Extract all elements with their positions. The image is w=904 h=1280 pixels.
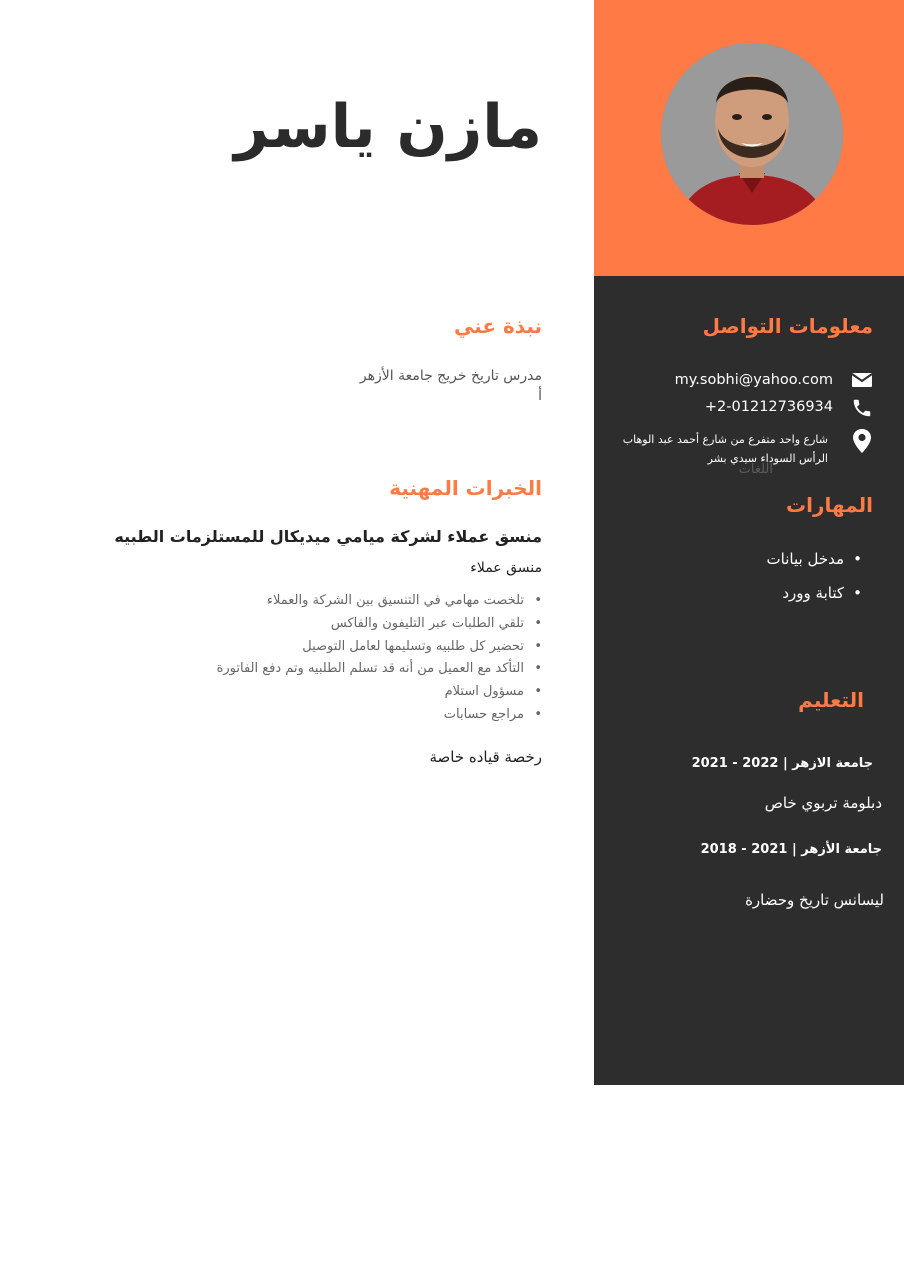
envelope-icon	[851, 369, 873, 391]
duty-item: • مراجع حسابات	[217, 704, 524, 727]
education-degree: ليسانس تاريخ وحضارة	[745, 891, 884, 909]
about-heading: نبذة عني	[453, 314, 542, 338]
education-school: جامعة الازهر | 2022 - 2021	[691, 756, 873, 771]
education-school: جامعة الأزهر | 2021 - 2018	[700, 842, 882, 857]
location-pin-icon	[851, 428, 873, 454]
candidate-name: مازن ياسر	[234, 92, 542, 162]
duty-item: • مسؤول استلام	[217, 681, 524, 704]
about-text-line: أ	[538, 388, 542, 404]
languages-heading: اللغات	[738, 462, 773, 477]
education-degree: دبلومة تربوي خاص	[764, 794, 882, 812]
avatar	[661, 43, 843, 225]
skills-heading: المهارات	[786, 493, 873, 517]
email-text[interactable]: my.sobhi@yahoo.com	[674, 372, 833, 388]
license-note: رخصة قياده خاصة	[429, 748, 542, 766]
about-text-line: مدرس تاريخ خريج جامعة الأزهر	[359, 368, 542, 384]
phone-icon	[851, 397, 873, 419]
address-text	[588, 430, 828, 468]
skills-list	[767, 542, 862, 610]
skill-item: • مدخل بيانات	[767, 542, 844, 576]
education-heading: التعليم	[798, 688, 864, 712]
duties-list	[217, 590, 542, 727]
experience-heading: الخبرات المهنية	[389, 476, 542, 500]
duty-item: • التأكد مع العميل من أنه قد تسلم الطلبيه وتم دفع الفاتورة	[217, 658, 524, 681]
address-line: شارع واحد متفرع من شارع أحمد عبد الوهاب	[622, 433, 828, 446]
duty-item: • تلخصت مهامي في التنسيق بين الشركة والعملاء	[217, 590, 524, 613]
duty-item: • تلقي الطلبات عبر التليفون والفاكس	[217, 613, 524, 636]
skill-item: • كتابة وورد	[767, 576, 844, 610]
contact-heading: معلومات التواصل	[702, 314, 873, 338]
job-title: منسق عملاء لشركة ميامي ميديكال للمستلزمات الطبيه	[114, 527, 542, 546]
address-line: الرأس السوداء سيدي بشر	[707, 452, 828, 465]
duty-item: • تحضير كل طلبيه وتسليمها لعامل التوصيل	[217, 636, 524, 659]
job-role: منسق عملاء	[470, 560, 542, 576]
phone-text[interactable]: +2-01212736934	[704, 399, 833, 415]
about-text	[242, 366, 542, 406]
